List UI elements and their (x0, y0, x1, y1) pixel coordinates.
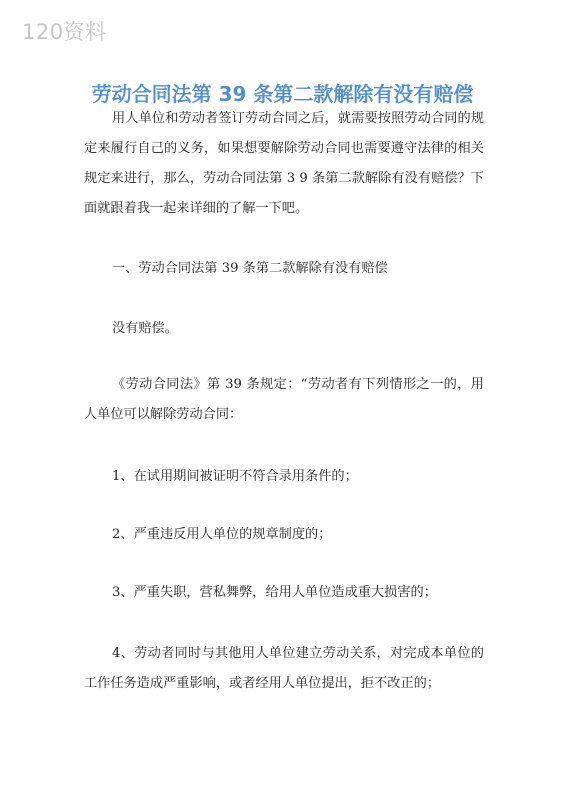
intro-paragraph: 用人单位和劳动者签订劳动合同之后，就需要按照劳动合同的规定来履行自己的义务，如果想要解除劳动合同也需要遵守法律的相关规定来进行，那么，劳动合同法第 3 9 条第二款解除有没有赔偿？下面就跟着我一起来详细的了解一下吧。 (84, 111, 484, 216)
list-item: 2、严重违反用人单位的规章制度的； (112, 527, 332, 542)
list-item: 3、严重失职，营私舞弊，给用人单位造成重大损害的； (112, 585, 437, 600)
list-item: 4、劳动者同时与其他用人单位建立劳动关系，对完成本单位的工作任务造成严重影响，或者经用人单位提出，拒不改正的； (84, 646, 484, 691)
answer-paragraph: 没有赔偿。 (112, 321, 178, 336)
list-item: 1、在试用期间被证明不符合录用条件的； (112, 469, 358, 484)
watermark-logo: 120资料 (22, 20, 107, 44)
section-heading: 一、劳动合同法第 39 条第二款解除有没有赔偿 (112, 261, 388, 276)
document-title: 劳动合同法第 39 条第二款解除有没有赔偿 (91, 82, 474, 106)
law-quote-paragraph: 《劳动合同法》第 39 条规定：“劳动者有下列情形之一的，用人单位可以解除劳动合同： (84, 377, 484, 422)
